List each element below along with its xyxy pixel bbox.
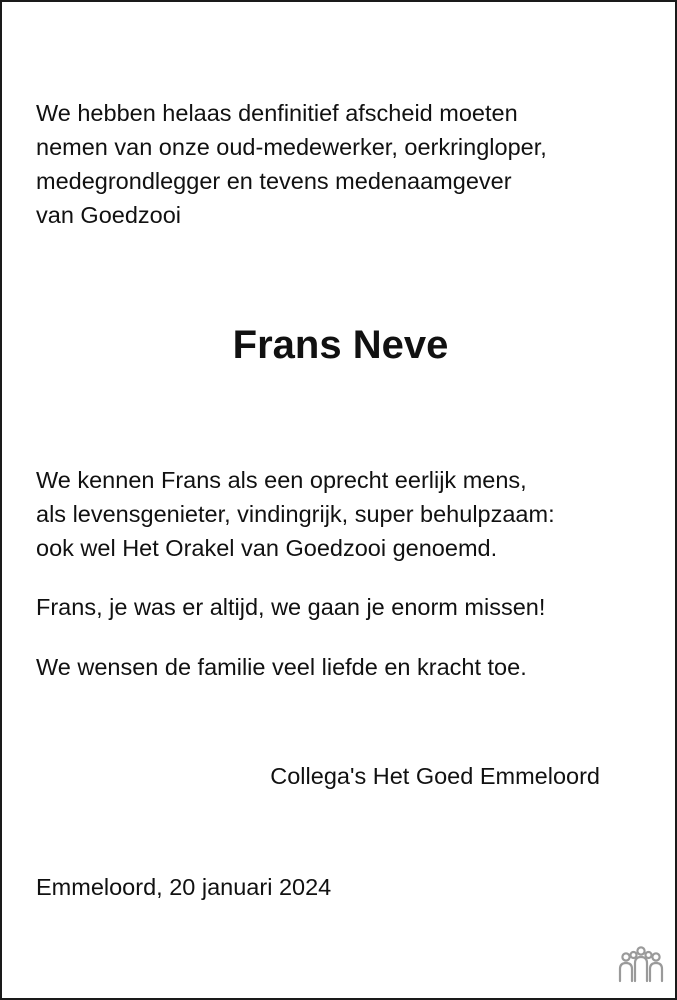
tribute-paragraph xyxy=(36,463,555,565)
place-date: Emmeloord, 20 januari 2024 xyxy=(36,874,332,900)
intro-line: medegrondlegger en tevens medenaamgever xyxy=(36,168,512,194)
wish-line: We wensen de familie veel liefde en kracht toe. xyxy=(36,654,527,680)
signature: Collega's Het Goed Emmeloord xyxy=(270,763,600,789)
missen-line: Frans, je was er altijd, we gaan je enorm missen! xyxy=(36,594,546,620)
intro-line: van Goedzooi xyxy=(36,202,182,228)
tribute-line: ook wel Het Orakel van Goedzooi genoemd. xyxy=(36,535,498,561)
intro-line: nemen van onze oud-medewerker, oerkringloper, xyxy=(36,134,547,160)
people-group-icon xyxy=(617,944,665,984)
tribute-line: We kennen Frans als een oprecht eerlijk mens, xyxy=(36,467,527,493)
intro-line: We hebben helaas denfinitief afscheid moeten xyxy=(36,100,518,126)
intro-paragraph xyxy=(36,96,547,232)
tribute-line: als levensgenieter, vindingrijk, super behulpzaam: xyxy=(36,501,555,527)
deceased-name: Frans Neve xyxy=(232,323,449,367)
